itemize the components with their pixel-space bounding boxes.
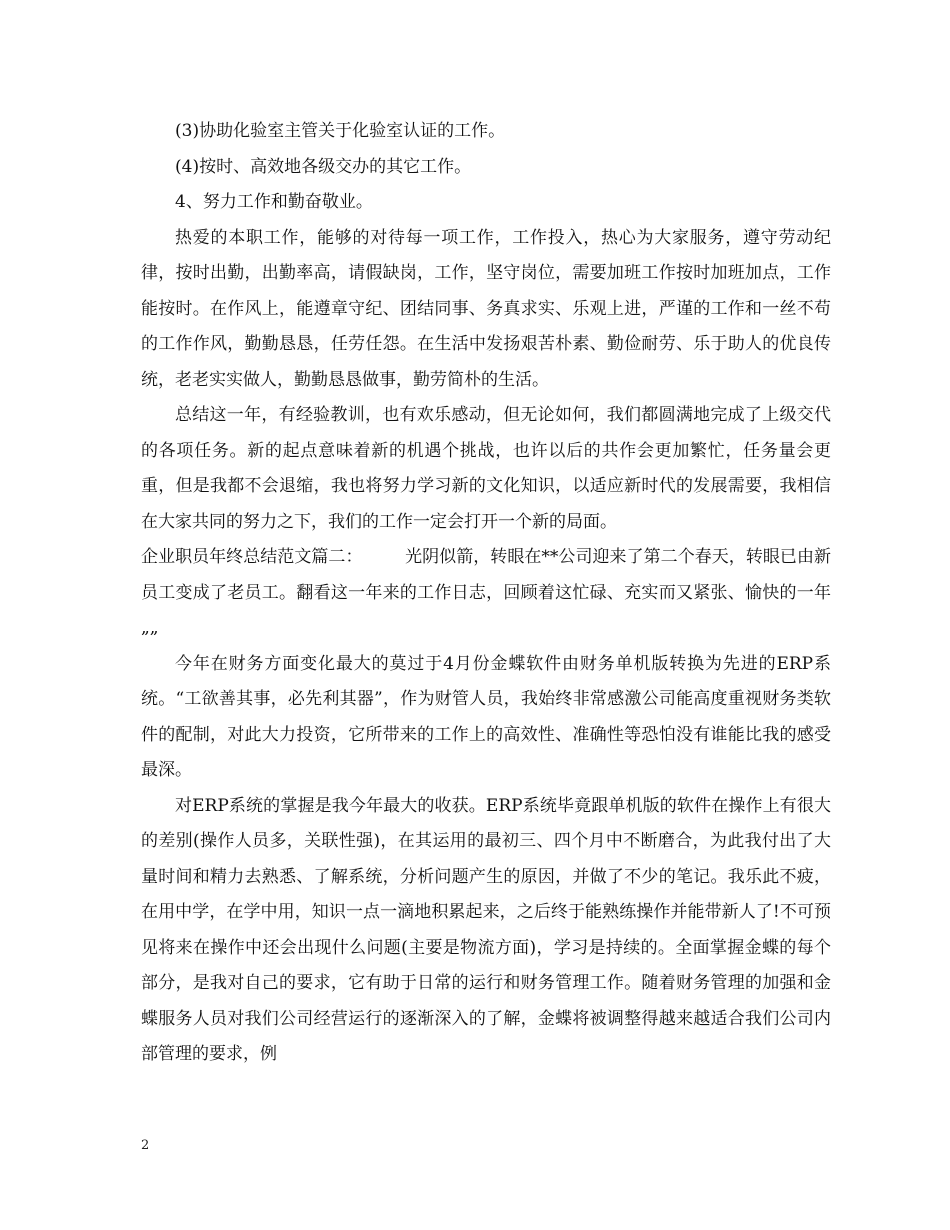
paragraph-year-summary: 总结这一年，有经验教训，也有欢乐感动，但无论如何，我们都圆满地完成了上级交代的各项任务。新的起点意味着新的机遇个挑战，也许以后的共作会更加繁忙，任务量会更重，但是我都不会退缩，我也将努力学习新的文化知识，以适应新时代的发展需要，我相信在大家共同的努力之下，我们的工作一定会打开一个新的局面。 <box>141 405 831 532</box>
page-number: 2 <box>141 1138 150 1153</box>
paragraph-work-attitude: 热爱的本职工作，能够的对待每一项工作，工作投入，热心为大家服务，遵守劳动纪律，按时出勤，出勤率高，请假缺岗，工作，坚守岗位，需要加班工作按时加班加点，工作能按时。在作风上，能遵章守纪、团结同事、务真求实、乐观上进，严谨的工作和一丝不苟的工作作风，勤勤恳恳，任劳任怨。在生活中发扬艰苦朴素、勤俭耐劳、乐于助人的优良传统，老老实实做人，勤勤恳恳做事，勤劳简朴的生活。 <box>141 227 831 390</box>
paragraph-erp-learning: 对ERP系统的掌握是我今年最大的收获。ERP系统毕竟跟单机版的软件在操作上有很大的差别(操作人员多，关联性强)，在其运用的最初三、四个月中不断磨合，为此我付出了大量时间和精力去熟悉、了解系统，分析问题产生的原因，并做了不少的笔记。我乐此不疲，在用中学，在学中用，知识一点一滴地积累起来，之后终于能熟练操作并能带新人了!不可预见将来在操作中还会出现什么问题(主要是物流方面)，学习是持续的。全面掌握金蝶的每个部分，是我对自己的要求，它有助于日常的运行和财务管理工作。随着财务管理的加强和金蝶服务人员对我们公司经营运行的逐渐深入的了解，金蝶将被调整得越来越适合我们公司内部管理的要求，例 <box>141 795 831 1064</box>
paragraph-erp-change: 今年在财务方面变化最大的莫过于4月份金蝶软件由财务单机版转换为先进的ERP系统。“工欲善其事，必先利其器”，作为财管人员，我始终非常感激公司能高度重视财务类软件的配制，对此大力投资，它所带来的工作上的高效性、准确性等恐怕没有谁能比我的感受最深。 <box>141 653 831 780</box>
list-item-3: (3)协助化验室主管关于化验室认证的工作。 <box>175 121 506 141</box>
paragraph-sample-two-heading: 企业职员年终总结范文篇二： 光阴似箭，转眼在**公司迎来了第二个春天，转眼已由新员工变成了老员工。翻看这一年来的工作日志，回顾着这忙碌、充实而又紧张、愉快的一年„„ <box>141 547 831 638</box>
document-body <box>141 114 831 1073</box>
list-item-4: (4)按时、高效地各级交办的其它工作。 <box>175 156 472 177</box>
section-heading-4: 4、努力工作和勤奋敬业。 <box>175 192 373 212</box>
